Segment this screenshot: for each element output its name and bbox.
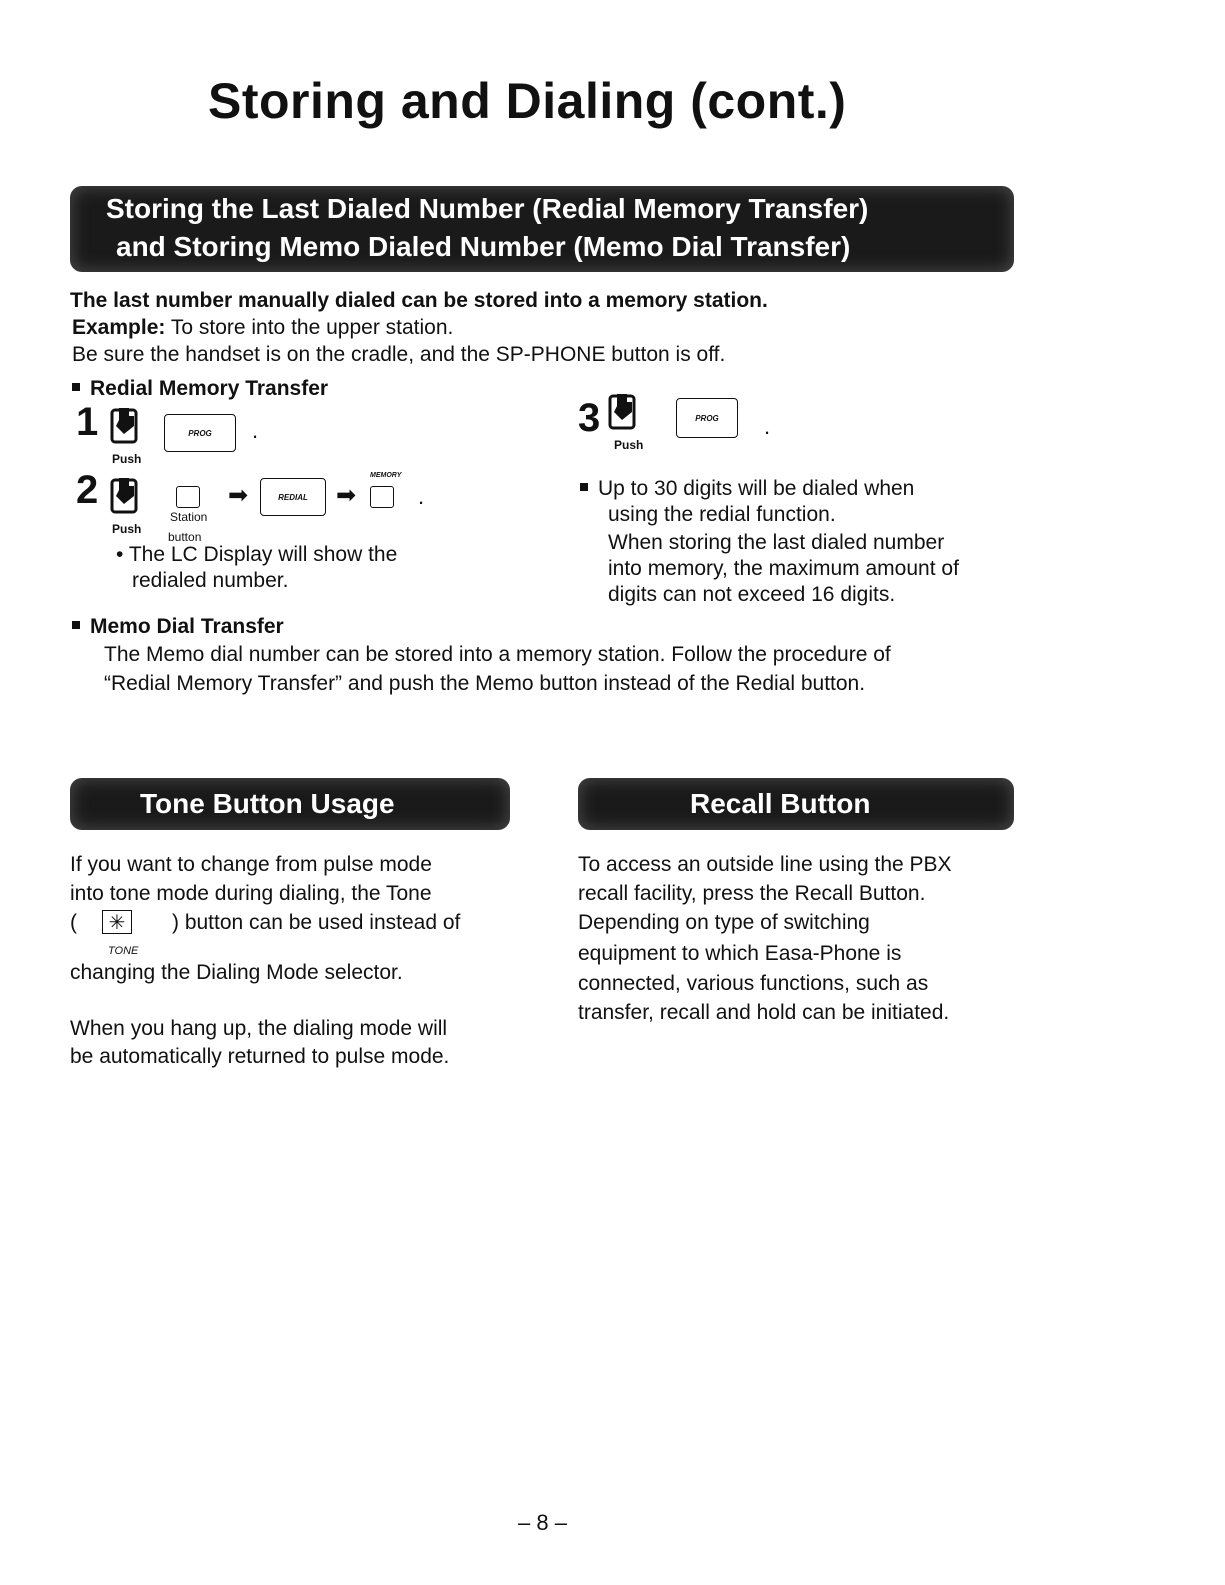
banner-line-2: and Storing Memo Dialed Number (Memo Dial Transfer) <box>116 231 851 262</box>
example-text: To store into the upper station. <box>170 316 454 339</box>
step-2-number: 2 <box>76 468 99 512</box>
memo-line-2: “Redial Memory Transfer” and push the Memo button instead of the Redial button. <box>104 672 866 695</box>
station-label: Station <box>170 510 208 524</box>
step-1-push-label: Push <box>112 452 142 466</box>
recall-banner: Recall Button <box>578 778 1014 830</box>
button-label: button <box>168 530 202 544</box>
example-line <box>72 315 453 341</box>
square-bullet-icon <box>72 383 80 391</box>
step-3-number: 3 <box>578 396 601 440</box>
period: . <box>764 414 771 439</box>
step-2-push-label: Push <box>112 522 142 536</box>
period: . <box>418 484 425 509</box>
redial-note-line-2: using the redial function. <box>608 503 836 526</box>
step-2-bullet: • The LC Display will show the <box>116 543 398 566</box>
recall-line-5: connected, various functions, such as <box>578 972 929 995</box>
redial-key-icon: REDIAL <box>260 478 326 516</box>
tone-para2-line-2: be automatically returned to pulse mode. <box>70 1045 450 1068</box>
step-2-bullet-cont: redialed number. <box>132 569 289 592</box>
step-3-push-label: Push <box>614 438 644 452</box>
banner-line-1: Storing the Last Dialed Number (Redial Memory Transfer) <box>106 193 869 224</box>
period: . <box>252 418 259 443</box>
tone-para2-line-1: When you hang up, the dialing mode will <box>70 1017 448 1040</box>
prog-key-icon: PROG <box>676 398 738 438</box>
bullet-dot-icon: • <box>116 543 124 566</box>
square-bullet-icon <box>72 621 80 629</box>
prog-key-icon: PROG <box>164 414 236 452</box>
page-title: Storing and Dialing (cont.) <box>208 73 847 129</box>
station-key-icon <box>176 486 200 508</box>
tone-line-3: ) button can be used instead of <box>172 911 461 934</box>
tone-paren-open: ( <box>70 911 77 934</box>
push-hand-icon <box>110 406 138 444</box>
recall-line-2: recall facility, press the Recall Button. <box>578 882 926 905</box>
recall-line-6: transfer, recall and hold can be initiated. <box>578 1001 950 1024</box>
redial-note-line-3: When storing the last dialed number <box>608 531 945 554</box>
step-1-number: 1 <box>76 400 99 444</box>
tone-line-2: into tone mode during dialing, the Tone <box>70 882 432 905</box>
page-number: – 8 – <box>518 1510 567 1535</box>
memo-heading: Memo Dial Transfer <box>72 614 284 640</box>
recall-line-4: equipment to which Easa-Phone is <box>578 942 902 965</box>
section-banner-storing <box>70 186 1014 272</box>
push-hand-icon <box>110 476 138 514</box>
tone-banner: Tone Button Usage <box>70 778 510 830</box>
tone-key-icon: ✳ <box>102 910 132 934</box>
tone-line-1: If you want to change from pulse mode <box>70 853 432 876</box>
arrow-right-icon: ➡ <box>336 482 357 509</box>
intro-text: The last number manually dialed can be stored into a memory station. <box>70 289 768 312</box>
square-bullet-icon <box>580 483 588 491</box>
arrow-right-icon: ➡ <box>228 482 249 509</box>
memory-label: MEMORY <box>370 472 402 479</box>
push-hand-icon <box>608 392 636 430</box>
memory-key-icon <box>370 486 394 508</box>
memo-line-1: The Memo dial number can be stored into a memory station. Follow the procedure of <box>104 643 891 666</box>
redial-heading: Redial Memory Transfer <box>72 376 328 402</box>
tone-line-4: changing the Dialing Mode selector. <box>70 961 403 984</box>
recall-line-3: Depending on type of switching <box>578 911 870 934</box>
redial-note-line-5: digits can not exceed 16 digits. <box>608 583 896 606</box>
redial-note-line-4: into memory, the maximum amount of <box>608 557 959 580</box>
redial-note-line-1: Up to 30 digits will be dialed when <box>580 476 914 502</box>
handset-note: Be sure the handset is on the cradle, and the SP-PHONE button is off. <box>72 343 726 366</box>
tone-key-label: TONE <box>108 945 139 957</box>
example-label: Example: <box>72 316 166 339</box>
recall-line-1: To access an outside line using the PBX <box>578 853 952 876</box>
